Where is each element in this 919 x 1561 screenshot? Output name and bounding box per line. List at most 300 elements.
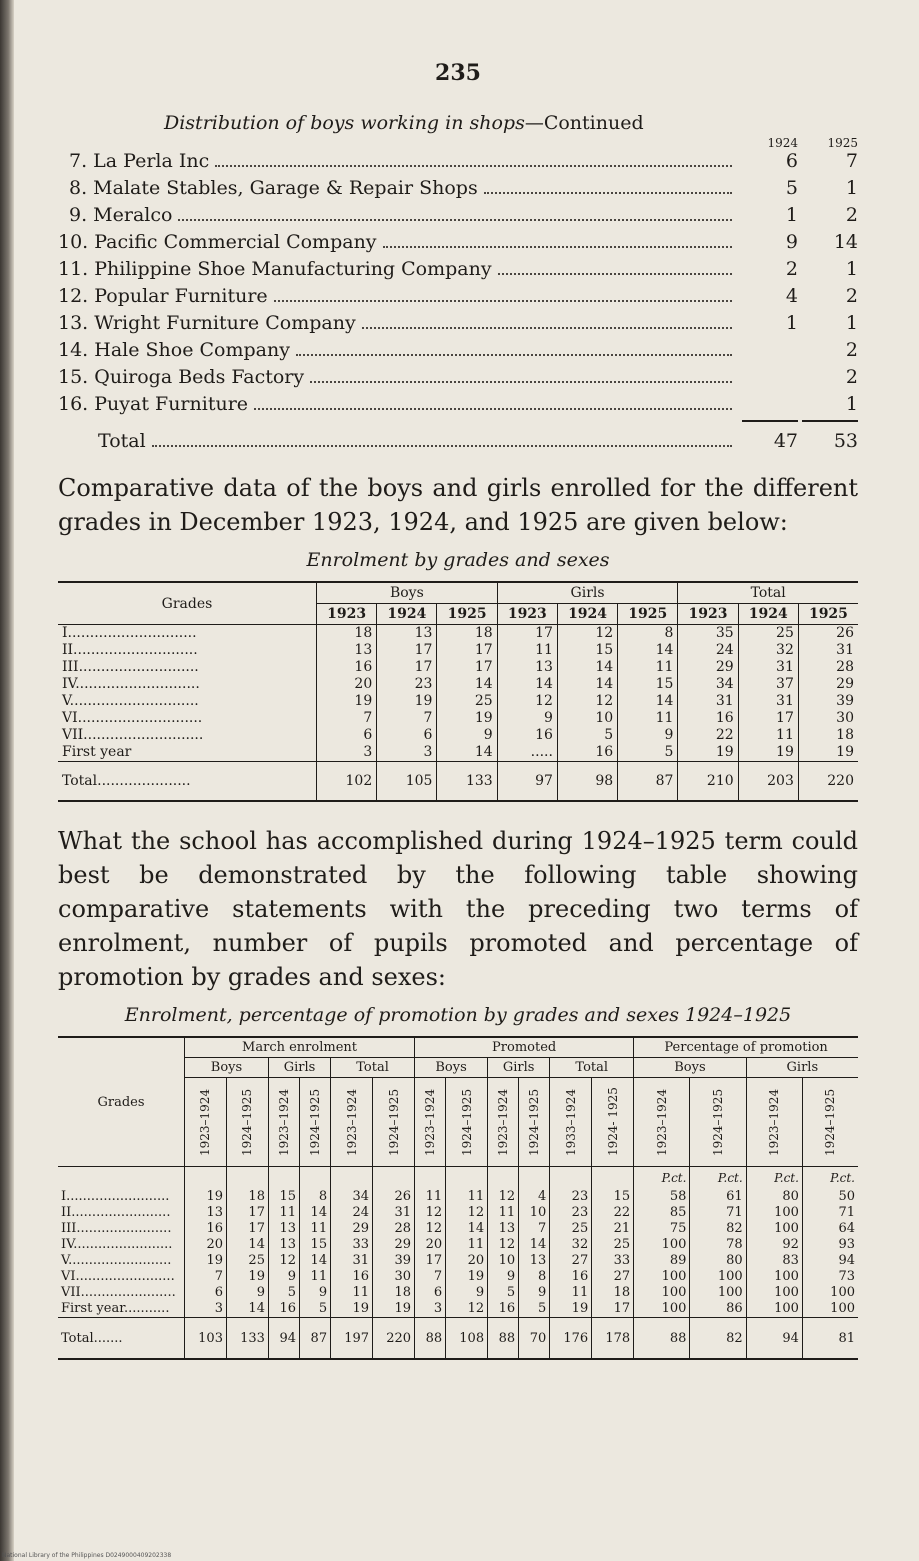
table2-pct-marker-cell: P.ct.: [634, 1167, 690, 1190]
table2-cell: 86: [690, 1301, 746, 1318]
table2-cell: 12: [488, 1237, 519, 1253]
table2-grade-label: I.........................: [61, 1189, 170, 1204]
table2-term-header: [690, 1078, 746, 1167]
table1-grade-label: V.............................: [62, 693, 199, 709]
distribution-row-1925: 14: [833, 231, 858, 253]
table2-cell: 15: [268, 1189, 299, 1205]
table2-cell: 6: [185, 1285, 227, 1301]
table2-term-header: [488, 1078, 519, 1167]
distribution-caption: [164, 112, 858, 134]
table2-cell: 13: [185, 1205, 227, 1221]
table2-term-header: [802, 1078, 858, 1167]
distribution-list: [58, 150, 858, 420]
table1-cell: 9: [497, 710, 557, 727]
table2-cell: 19: [185, 1189, 227, 1205]
table2-pct-marker-cell: [550, 1167, 592, 1190]
table2-total-cell: 88: [488, 1318, 519, 1360]
table1-cell: 25: [437, 693, 497, 710]
table2-term-label: 1924–1925: [308, 1088, 323, 1156]
table1-total-cell: 97: [497, 762, 557, 802]
table2-cell: 30: [373, 1269, 415, 1285]
table1-cell: 17: [738, 710, 798, 727]
table2-cell: 11: [446, 1237, 488, 1253]
table2-grade-label: First year...........: [61, 1301, 170, 1316]
table2-cell: 100: [690, 1285, 746, 1301]
table2-cell: 3: [185, 1301, 227, 1318]
table1-cell: 13: [497, 659, 557, 676]
table2-cell: 15: [300, 1237, 331, 1253]
table1-cell: 17: [437, 642, 497, 659]
table1-cell: 19: [377, 693, 437, 710]
table1-cell: 10: [557, 710, 617, 727]
table1-year-header: 1925: [437, 604, 497, 625]
table1-cell: 17: [377, 659, 437, 676]
table2-subgroup-header: Boys: [185, 1058, 269, 1078]
table2-cell: 94: [802, 1253, 858, 1269]
table1-cell: 19: [317, 693, 377, 710]
table2-grade-label: IV........................: [61, 1237, 173, 1252]
table2-grade-label: V.........................: [61, 1253, 172, 1268]
table1-cell: 18: [798, 727, 858, 744]
table2-term-header: [415, 1078, 446, 1167]
table2-cell: 11: [446, 1189, 488, 1205]
table2-total-cell: 220: [373, 1318, 415, 1360]
table1-cell: 24: [678, 642, 738, 659]
table1-total-label: Total.....................: [58, 762, 317, 802]
table2-cell: 26: [373, 1189, 415, 1205]
table1-row: [58, 710, 858, 727]
table2-pct-marker-cell: [373, 1167, 415, 1190]
table2-cell: 12: [415, 1205, 446, 1221]
table2-cell: 71: [802, 1205, 858, 1221]
distribution-row: [58, 312, 858, 339]
table1-group-boys: Boys: [317, 582, 498, 604]
table1-total-cell: 210: [678, 762, 738, 802]
table1-cell: 14: [557, 676, 617, 693]
leader-dots: [296, 354, 732, 356]
table2-pct-marker-cell: [300, 1167, 331, 1190]
table1-cell: 5: [557, 727, 617, 744]
table2-cell: 39: [373, 1253, 415, 1269]
table1-year-header: 1923: [317, 604, 377, 625]
table2-cell: 11: [415, 1189, 446, 1205]
table2-body: [58, 1167, 858, 1360]
table2-cell: 8: [300, 1189, 331, 1205]
table2-cell: 7: [185, 1269, 227, 1285]
table1-grade-label: II............................: [62, 642, 198, 658]
table2-cell: 31: [331, 1253, 373, 1269]
table1-grade-label: III...........................: [62, 659, 199, 675]
distribution-row-1925: 1: [845, 312, 858, 334]
table1-cell: 22: [678, 727, 738, 744]
table2-total-cell: 88: [415, 1318, 446, 1360]
distribution-section: [58, 112, 858, 457]
table2-subgroup-header: Girls: [746, 1058, 858, 1078]
table2-pct-marker-cell: [446, 1167, 488, 1190]
table2-cell: 14: [226, 1301, 268, 1318]
table1-total-row: [58, 762, 858, 802]
table2-cell: 75: [634, 1221, 690, 1237]
table1-cell: 31: [678, 693, 738, 710]
leader-dots: [215, 165, 732, 167]
table1-total-cell: 98: [557, 762, 617, 802]
table2-cell: 24: [331, 1205, 373, 1221]
table2-cell: 16: [185, 1221, 227, 1237]
table1-body: [58, 625, 858, 802]
table1-grades-header: Grades: [161, 595, 213, 612]
distribution-row-label: 8. Malate Stables, Garage & Repair Shops: [69, 177, 478, 199]
distribution-row-1924: 6: [785, 150, 798, 172]
table2-term-label: 1924- 1925: [605, 1087, 620, 1157]
table2-cell: 12: [415, 1221, 446, 1237]
table1-cell: 20: [317, 676, 377, 693]
table2-cell: 5: [488, 1285, 519, 1301]
table1-cell: 14: [497, 676, 557, 693]
table2-grade-label: II........................: [61, 1205, 171, 1220]
table2-cell: 100: [634, 1301, 690, 1318]
distribution-row: [58, 204, 858, 231]
table1-total-cell: 203: [738, 762, 798, 802]
table1-cell: 37: [738, 676, 798, 693]
distribution-row-1925: 2: [845, 339, 858, 361]
table2-cell: 78: [690, 1237, 746, 1253]
table2-cell: 100: [690, 1269, 746, 1285]
distribution-row: [58, 366, 858, 393]
table1-cell: 19: [798, 744, 858, 762]
table1-cell: 28: [798, 659, 858, 676]
table2-cell: 12: [446, 1205, 488, 1221]
table2-total-row: [58, 1318, 858, 1360]
table1-cell: 3: [317, 744, 377, 762]
table2-subgroup-header: Total: [331, 1058, 415, 1078]
table2-cell: 23: [550, 1189, 592, 1205]
leader-dots: [362, 327, 732, 329]
table1-row: [58, 676, 858, 693]
table2-cell: 11: [300, 1221, 331, 1237]
table2-cell: 85: [634, 1205, 690, 1221]
table1-cell: .....: [497, 744, 557, 762]
table1-group-total: Total: [678, 582, 858, 604]
table1-cell: 11: [618, 659, 678, 676]
table2-cell: 83: [746, 1253, 802, 1269]
distribution-row-1925: 2: [845, 204, 858, 226]
distribution-row-label: 12. Popular Furniture: [58, 285, 268, 307]
table2-cell: 100: [746, 1301, 802, 1318]
table1-cell: 19: [678, 744, 738, 762]
table1-cell: 14: [437, 676, 497, 693]
table1-cell: 32: [738, 642, 798, 659]
table2-cell: 93: [802, 1237, 858, 1253]
table2-pct-marker-cell: P.ct.: [802, 1167, 858, 1190]
table2-total-label: Total.......: [58, 1318, 185, 1360]
table2-term-header: [300, 1078, 331, 1167]
distribution-row-1924: 9: [785, 231, 798, 253]
table2-cell: 100: [746, 1285, 802, 1301]
table2-cell: 5: [300, 1301, 331, 1318]
table2-term-header: [519, 1078, 550, 1167]
table2-cell: 23: [550, 1205, 592, 1221]
table1-cell: 5: [618, 744, 678, 762]
table2-cell: 10: [488, 1253, 519, 1269]
library-footer-note: National Library of the Philippines D0249000409202338: [2, 1552, 172, 1559]
table2-cell: 25: [550, 1221, 592, 1237]
table2-cell: 9: [226, 1285, 268, 1301]
table2-cell: 13: [519, 1253, 550, 1269]
table1-row: [58, 642, 858, 659]
table2-cell: 20: [446, 1253, 488, 1269]
table1-cell: 34: [678, 676, 738, 693]
leader-dots: [310, 381, 732, 383]
table1-cell: 15: [618, 676, 678, 693]
table1-cell: 39: [798, 693, 858, 710]
table1-row: [58, 727, 858, 744]
table2-grade-label: VII.......................: [61, 1285, 176, 1300]
table2-cell: 18: [592, 1285, 634, 1301]
distribution-row-label: 14. Hale Shoe Company: [58, 339, 290, 361]
table1-cell: 12: [497, 693, 557, 710]
table2-pct-marker-cell: [268, 1167, 299, 1190]
table2-cell: 15: [592, 1189, 634, 1205]
table1-grade-label: IV............................: [62, 676, 200, 692]
table2-cell: 11: [300, 1269, 331, 1285]
table2-cell: 80: [690, 1253, 746, 1269]
table1-total-cell: 102: [317, 762, 377, 802]
distribution-row-1925: 1: [845, 393, 858, 415]
table1-cell: 25: [738, 625, 798, 643]
distribution-total-1924: 47: [773, 430, 798, 452]
table1-cell: 31: [738, 693, 798, 710]
table2-cell: 16: [268, 1301, 299, 1318]
distribution-caption-text: Distribution of boys working in shops: [164, 112, 525, 134]
table2-cell: 3: [415, 1301, 446, 1318]
table2-cell: 9: [268, 1269, 299, 1285]
table1-cell: 14: [437, 744, 497, 762]
table2-row: [58, 1269, 858, 1285]
table2-cell: 14: [300, 1253, 331, 1269]
table2-term-header: [550, 1078, 592, 1167]
table2-pct-marker-cell: [415, 1167, 446, 1190]
table2-term-label: 1923–1924: [344, 1088, 359, 1156]
table1-year-header: 1924: [738, 604, 798, 625]
table1-cell: 7: [377, 710, 437, 727]
table2-row: [58, 1237, 858, 1253]
table2-cell: 25: [226, 1253, 268, 1269]
table2-grades-header: Grades: [97, 1094, 145, 1110]
leader-dots: [254, 408, 732, 410]
table1-row: [58, 659, 858, 676]
table2-subgroup-header: Boys: [415, 1058, 488, 1078]
table2-cell: 92: [746, 1237, 802, 1253]
table2-term-label: 1933–1924: [563, 1088, 578, 1156]
table2-cell: 27: [592, 1269, 634, 1285]
table1-cell: 9: [437, 727, 497, 744]
distribution-row: [58, 339, 858, 366]
table1-cell: 6: [377, 727, 437, 744]
distribution-row-1924: 5: [785, 177, 798, 199]
distribution-row-label: 9. Meralco: [69, 204, 173, 226]
table2-row: [58, 1253, 858, 1269]
table2-term-header: [226, 1078, 268, 1167]
table2-pct-marker-cell: P.ct.: [746, 1167, 802, 1190]
table2-cell: 13: [268, 1221, 299, 1237]
table1-cell: 13: [317, 642, 377, 659]
table1-row: [58, 625, 858, 643]
table1-cell: 29: [678, 659, 738, 676]
table2-term-header: [268, 1078, 299, 1167]
table2-term-label: 1923–1924: [654, 1088, 669, 1156]
table2-row: [58, 1221, 858, 1237]
distribution-row: [58, 150, 858, 177]
distribution-row-label: 13. Wright Furniture Company: [58, 312, 356, 334]
table2-cell: 64: [802, 1221, 858, 1237]
table2-cell: 19: [226, 1269, 268, 1285]
table2-cell: 16: [488, 1301, 519, 1318]
table1-cell: 14: [557, 659, 617, 676]
table2-cell: 11: [268, 1205, 299, 1221]
distribution-row-1925: 1: [845, 258, 858, 280]
table2-cell: 13: [488, 1221, 519, 1237]
table2-cell: 19: [550, 1301, 592, 1318]
table1-cell: 11: [738, 727, 798, 744]
table2-cell: 14: [300, 1205, 331, 1221]
table2-cell: 34: [331, 1189, 373, 1205]
table2-pct-marker-cell: [226, 1167, 268, 1190]
table2-term-label: 1923–1924: [423, 1088, 438, 1156]
table1-year-header: 1923: [678, 604, 738, 625]
table1-cell: 17: [497, 625, 557, 643]
leader-dots: [498, 273, 732, 275]
distribution-row: [58, 258, 858, 285]
distribution-row-label: 15. Quiroga Beds Factory: [58, 366, 305, 388]
distribution-row-1925: 7: [845, 150, 858, 172]
table2-subgroup-header: Total: [550, 1058, 634, 1078]
table1-cell: 19: [437, 710, 497, 727]
table2-cell: 13: [268, 1237, 299, 1253]
table2-total-cell: 81: [802, 1318, 858, 1360]
table1-cell: 12: [557, 625, 617, 643]
table2-cell: 100: [746, 1269, 802, 1285]
table2-cell: 16: [331, 1269, 373, 1285]
table1-cell: 14: [618, 642, 678, 659]
distribution-row: [58, 177, 858, 204]
table2-pct-marker-cell: [331, 1167, 373, 1190]
table1-cell: 23: [377, 676, 437, 693]
table2-cell: 19: [373, 1301, 415, 1318]
table2-cell: 19: [185, 1253, 227, 1269]
table1-year-header: 1925: [798, 604, 858, 625]
distribution-row-1924: 1: [785, 204, 798, 226]
table2-cell: 19: [446, 1269, 488, 1285]
table2-cell: 20: [415, 1237, 446, 1253]
leader-dots: [484, 192, 732, 194]
table2-cell: 9: [488, 1269, 519, 1285]
table2-cell: 14: [226, 1237, 268, 1253]
table1-year-header: 1923: [497, 604, 557, 625]
table2-term-header: [634, 1078, 690, 1167]
table1-cell: 29: [798, 676, 858, 693]
table1-year-header: 1924: [557, 604, 617, 625]
document-page: [58, 60, 858, 1360]
table2-term-label: 1924–1925: [823, 1088, 838, 1156]
year-1925-header: 1925: [827, 136, 858, 150]
table1-group-girls: Girls: [497, 582, 678, 604]
table2-pct-marker-cell: [488, 1167, 519, 1190]
table2-pct-marker-cell: [592, 1167, 634, 1190]
table2-grade-label: III.......................: [61, 1221, 172, 1236]
distribution-row-1925: 1: [845, 177, 858, 199]
table1-grade-label: First year: [62, 744, 132, 760]
table1-year-header: 1925: [618, 604, 678, 625]
leader-dots: [178, 219, 732, 221]
table2-cell: 8: [519, 1269, 550, 1285]
table1-cell: 18: [317, 625, 377, 643]
table2-cell: 18: [373, 1285, 415, 1301]
table2-cell: 71: [690, 1205, 746, 1221]
table2-total-cell: 94: [268, 1318, 299, 1360]
distribution-row: [58, 393, 858, 420]
distribution-row-1924: 4: [785, 285, 798, 307]
book-spine-shadow: [0, 0, 14, 1561]
table2-cell: 12: [446, 1301, 488, 1318]
table1-cell: 12: [557, 693, 617, 710]
table2-term-label: 1924–1925: [459, 1088, 474, 1156]
table1-cell: 19: [738, 744, 798, 762]
table2-cell: 12: [488, 1189, 519, 1205]
table2-cell: 5: [268, 1285, 299, 1301]
table2-group-march-enrolment: March enrolment: [185, 1037, 415, 1058]
table2-term-label: 1923–1924: [277, 1088, 291, 1156]
table2-cell: 27: [550, 1253, 592, 1269]
table2-term-label: 1923–1924: [198, 1088, 213, 1156]
table2-pct-marker-cell: P.ct.: [690, 1167, 746, 1190]
table2-cell: 5: [519, 1301, 550, 1318]
table1-cell: 6: [317, 727, 377, 744]
table1-cell: 11: [618, 710, 678, 727]
table2-total-cell: 82: [690, 1318, 746, 1360]
table2-grade-label: VI........................: [61, 1269, 175, 1284]
table1-cell: 35: [678, 625, 738, 643]
table2-cell: 100: [802, 1285, 858, 1301]
table1-cell: 11: [497, 642, 557, 659]
distribution-year-header: [58, 136, 858, 150]
distribution-row-1925: 2: [845, 285, 858, 307]
table2-cell: 100: [802, 1301, 858, 1318]
enrolment-by-grades-table: [58, 581, 858, 802]
table1-cell: 15: [557, 642, 617, 659]
table2-cell: 17: [226, 1205, 268, 1221]
table2-term-label: 1924–1925: [527, 1088, 542, 1156]
distribution-total-rule: [58, 420, 858, 430]
table2-total-cell: 70: [519, 1318, 550, 1360]
table2-cell: 16: [550, 1269, 592, 1285]
table1-total-cell: 220: [798, 762, 858, 802]
table2-cell: 7: [519, 1221, 550, 1237]
table2-term-label: 1923–1924: [496, 1088, 511, 1156]
table1-row: [58, 744, 858, 762]
table1-total-cell: 105: [377, 762, 437, 802]
table2-cell: 100: [746, 1205, 802, 1221]
table2-cell: 100: [634, 1237, 690, 1253]
table2-cell: 7: [415, 1269, 446, 1285]
table2-subgroup-header: Girls: [268, 1058, 330, 1078]
table2-cell: 17: [226, 1221, 268, 1237]
table1-cell: 16: [557, 744, 617, 762]
table2-total-cell: 176: [550, 1318, 592, 1360]
table2-term-label: 1924–1925: [240, 1088, 255, 1156]
table2-term-header: [592, 1078, 634, 1167]
table2-cell: 6: [415, 1285, 446, 1301]
table2-cell: 29: [373, 1237, 415, 1253]
